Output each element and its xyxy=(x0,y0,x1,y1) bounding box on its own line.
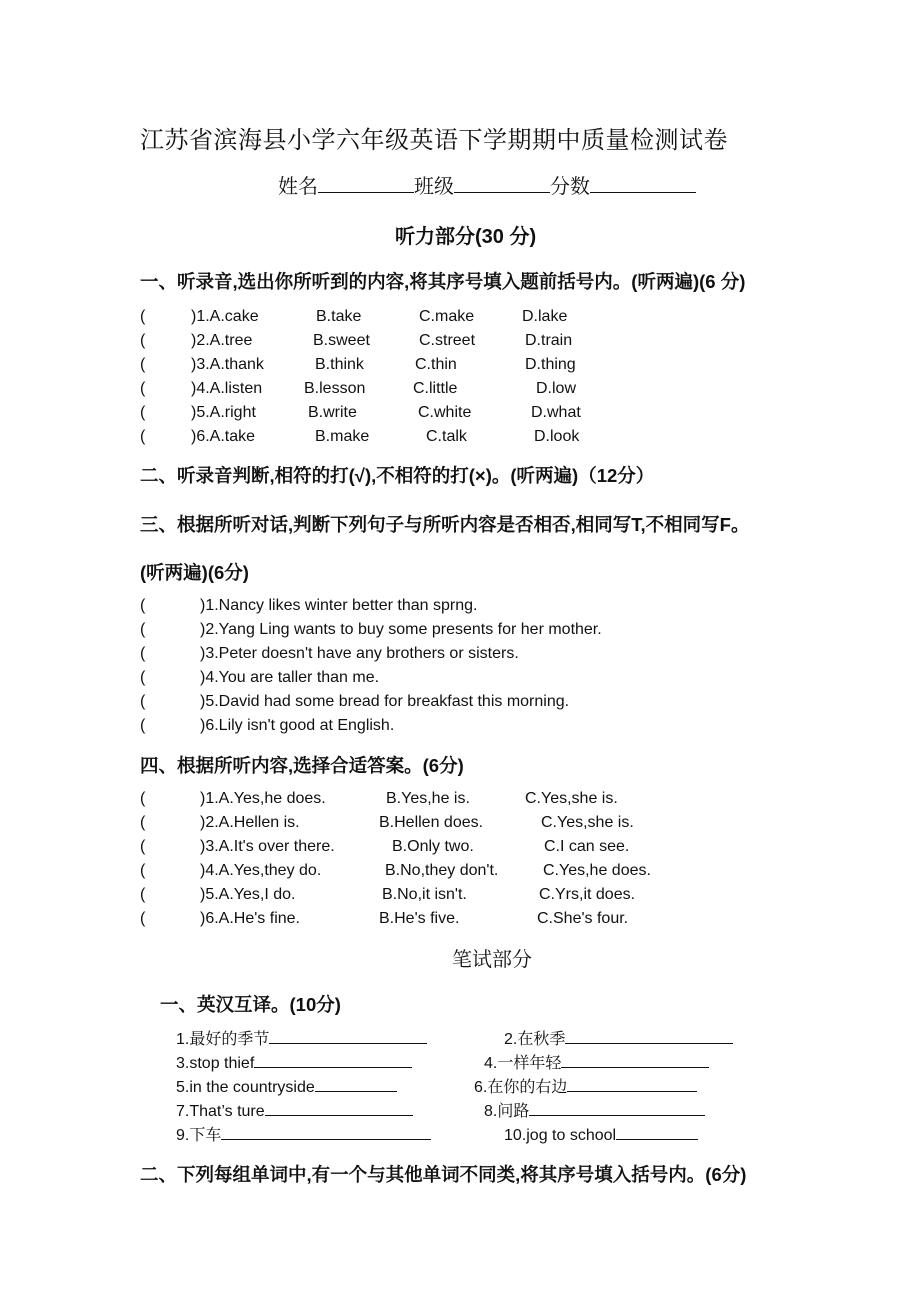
option-b: B.write xyxy=(308,404,357,421)
option-a: )6.A.He's fine. xyxy=(200,910,300,927)
answer-blank[interactable] xyxy=(529,1101,705,1116)
option-b: B.No,they don't. xyxy=(385,862,499,879)
option-c: C.Yrs,it does. xyxy=(539,886,636,903)
option-d: D.train xyxy=(525,332,573,349)
list-item xyxy=(0,666,920,690)
answer-paren[interactable]: ( xyxy=(140,862,146,879)
option-c: C.She's four. xyxy=(537,910,629,927)
list-item xyxy=(0,377,920,401)
translation-item xyxy=(176,1100,413,1124)
answer-paren[interactable]: ( xyxy=(140,790,146,807)
answer-paren[interactable]: ( xyxy=(140,717,146,734)
answer-paren[interactable]: ( xyxy=(140,308,146,325)
answer-paren[interactable]: ( xyxy=(140,838,146,855)
listening-section-heading: 听力部分(30 分) xyxy=(395,226,537,248)
list-item xyxy=(0,859,920,883)
answer-blank[interactable] xyxy=(561,1053,709,1068)
translation-prompt: 1.最好的季节 xyxy=(176,1031,270,1048)
option-c: C.Yes,she is. xyxy=(541,814,634,831)
list-item xyxy=(0,787,920,811)
option-d: D.thing xyxy=(525,356,576,373)
translation-item xyxy=(484,1052,709,1076)
answer-paren[interactable]: ( xyxy=(140,910,146,927)
answer-blank[interactable] xyxy=(567,1077,697,1092)
translation-prompt: 7.That’s ture xyxy=(176,1103,265,1120)
option-a: )1.A.Yes,he does. xyxy=(200,790,326,807)
statement-text: )3.Peter doesn't have any brothers or sisters. xyxy=(200,645,519,662)
option-b: B.think xyxy=(315,356,364,373)
list-item xyxy=(0,907,920,931)
option-c: C.I can see. xyxy=(544,838,630,855)
listening-part2-heading: 二、听录音判断,相符的打(√),不相符的打(×)。(听两遍)（12分） xyxy=(140,465,655,486)
option-b: B.Yes,he is. xyxy=(386,790,470,807)
answer-paren[interactable]: ( xyxy=(140,886,146,903)
listening-part3-heading: 三、根据所听对话,判断下列句子与所听内容是否相否,相同写T,不相同写F。 xyxy=(140,514,750,535)
option-c: C.talk xyxy=(426,428,467,445)
option-b: B.sweet xyxy=(313,332,370,349)
option-b: B.take xyxy=(316,308,362,325)
translation-item xyxy=(504,1124,698,1148)
answer-paren[interactable]: ( xyxy=(140,669,146,686)
option-c: C.Yes,he does. xyxy=(543,862,651,879)
option-b: B.Only two. xyxy=(392,838,474,855)
translation-prompt: 8.问路 xyxy=(484,1103,530,1120)
translation-prompt: 6.在你的右边 xyxy=(474,1079,568,1096)
option-a: )3.A.thank xyxy=(191,356,264,373)
option-a: )4.A.listen xyxy=(191,380,263,397)
answer-paren[interactable]: ( xyxy=(140,380,146,397)
listening-part4-heading: 四、根据所听内容,选择合适答案。(6分) xyxy=(140,755,464,776)
answer-blank[interactable] xyxy=(616,1125,698,1140)
translation-prompt: 10.jog to school xyxy=(504,1127,617,1144)
answer-paren[interactable]: ( xyxy=(140,693,146,710)
statement-text: )4.You are taller than me. xyxy=(200,669,380,686)
option-b: B.make xyxy=(315,428,370,445)
option-b: B.Hellen does. xyxy=(379,814,484,831)
student-info-line xyxy=(278,170,696,199)
answer-paren[interactable]: ( xyxy=(140,332,146,349)
option-a: )2.A.Hellen is. xyxy=(200,814,300,831)
option-b: B.No,it isn't. xyxy=(382,886,467,903)
option-d: D.low xyxy=(536,380,577,397)
option-a: )5.A.Yes,I do. xyxy=(200,886,296,903)
answer-paren[interactable]: ( xyxy=(140,645,146,662)
translation-item xyxy=(504,1028,733,1052)
score-label: 分数 xyxy=(550,176,590,198)
listening-part1-heading: 一、听录音,选出你所听到的内容,将其序号填入题前括号内。(听两遍)(6 分) xyxy=(140,271,746,292)
translation-item xyxy=(176,1052,412,1076)
written-part1-heading: 一、英汉互译。(10分) xyxy=(160,994,341,1015)
list-item xyxy=(0,329,920,353)
list-item xyxy=(0,690,920,714)
listening-part3-heading-cont: (听两遍)(6分) xyxy=(140,562,249,583)
written-section-heading: 笔试部分 xyxy=(452,949,532,971)
option-c: C.thin xyxy=(415,356,457,373)
name-label: 姓名 xyxy=(278,176,318,198)
document-title: 江苏省滨海县小学六年级英语下学期期中质量检测试卷 xyxy=(140,127,728,154)
option-c: C.street xyxy=(419,332,476,349)
option-d: D.lake xyxy=(522,308,568,325)
translation-item xyxy=(484,1100,705,1124)
translation-item xyxy=(474,1076,697,1100)
option-a: )4.A.Yes,they do. xyxy=(200,862,322,879)
option-a: )1.A.cake xyxy=(191,308,259,325)
translation-prompt: 5.in the countryside xyxy=(176,1079,315,1096)
option-c: C.white xyxy=(418,404,472,421)
class-label: 班级 xyxy=(414,176,454,198)
list-item xyxy=(0,811,920,835)
option-c: C.make xyxy=(419,308,475,325)
option-b: B.He's five. xyxy=(379,910,460,927)
answer-paren[interactable]: ( xyxy=(140,356,146,373)
answer-paren[interactable]: ( xyxy=(140,404,146,421)
option-a: )5.A.right xyxy=(191,404,256,421)
option-a: )3.A.It's over there. xyxy=(200,838,335,855)
class-field[interactable] xyxy=(454,174,550,193)
option-a: )2.A.tree xyxy=(191,332,253,349)
list-item xyxy=(0,425,920,449)
list-item xyxy=(0,401,920,425)
statement-text: )5.David had some bread for breakfast this morning. xyxy=(200,693,570,710)
answer-blank[interactable] xyxy=(269,1029,427,1044)
list-item xyxy=(0,883,920,907)
translation-item xyxy=(176,1028,427,1052)
option-a: )6.A.take xyxy=(191,428,256,445)
statement-text: )2.Yang Ling wants to buy some presents for her mother. xyxy=(200,621,602,638)
name-field[interactable] xyxy=(318,174,414,193)
list-item xyxy=(0,714,920,738)
translation-item xyxy=(176,1124,431,1148)
option-c: C.little xyxy=(413,380,458,397)
answer-blank[interactable] xyxy=(254,1053,412,1068)
translation-item xyxy=(176,1076,397,1100)
option-b: B.lesson xyxy=(304,380,366,397)
translation-prompt: 9.下车 xyxy=(176,1127,222,1144)
written-part2-heading: 二、下列每组单词中,有一个与其他单词不同类,将其序号填入括号内。(6分) xyxy=(140,1164,747,1185)
list-item xyxy=(0,305,920,329)
answer-paren[interactable]: ( xyxy=(140,621,146,638)
option-d: D.what xyxy=(531,404,581,421)
translation-prompt: 2.在秋季 xyxy=(504,1031,566,1048)
answer-blank[interactable] xyxy=(315,1077,397,1092)
option-c: C.Yes,she is. xyxy=(525,790,618,807)
answer-paren[interactable]: ( xyxy=(140,428,146,445)
list-item xyxy=(0,353,920,377)
score-field[interactable] xyxy=(590,174,696,193)
translation-prompt: 4.一样年轻 xyxy=(484,1055,562,1072)
answer-blank[interactable] xyxy=(565,1029,733,1044)
answer-blank[interactable] xyxy=(221,1125,431,1140)
option-d: D.look xyxy=(534,428,580,445)
statement-text: )1.Nancy likes winter better than sprng. xyxy=(200,597,478,614)
answer-paren[interactable]: ( xyxy=(140,814,146,831)
list-item xyxy=(0,642,920,666)
translation-prompt: 3.stop thief xyxy=(176,1055,255,1072)
list-item xyxy=(0,618,920,642)
answer-paren[interactable]: ( xyxy=(140,597,146,614)
answer-blank[interactable] xyxy=(265,1101,413,1116)
statement-text: )6.Lily isn't good at English. xyxy=(200,717,395,734)
list-item xyxy=(0,835,920,859)
list-item xyxy=(0,594,920,618)
